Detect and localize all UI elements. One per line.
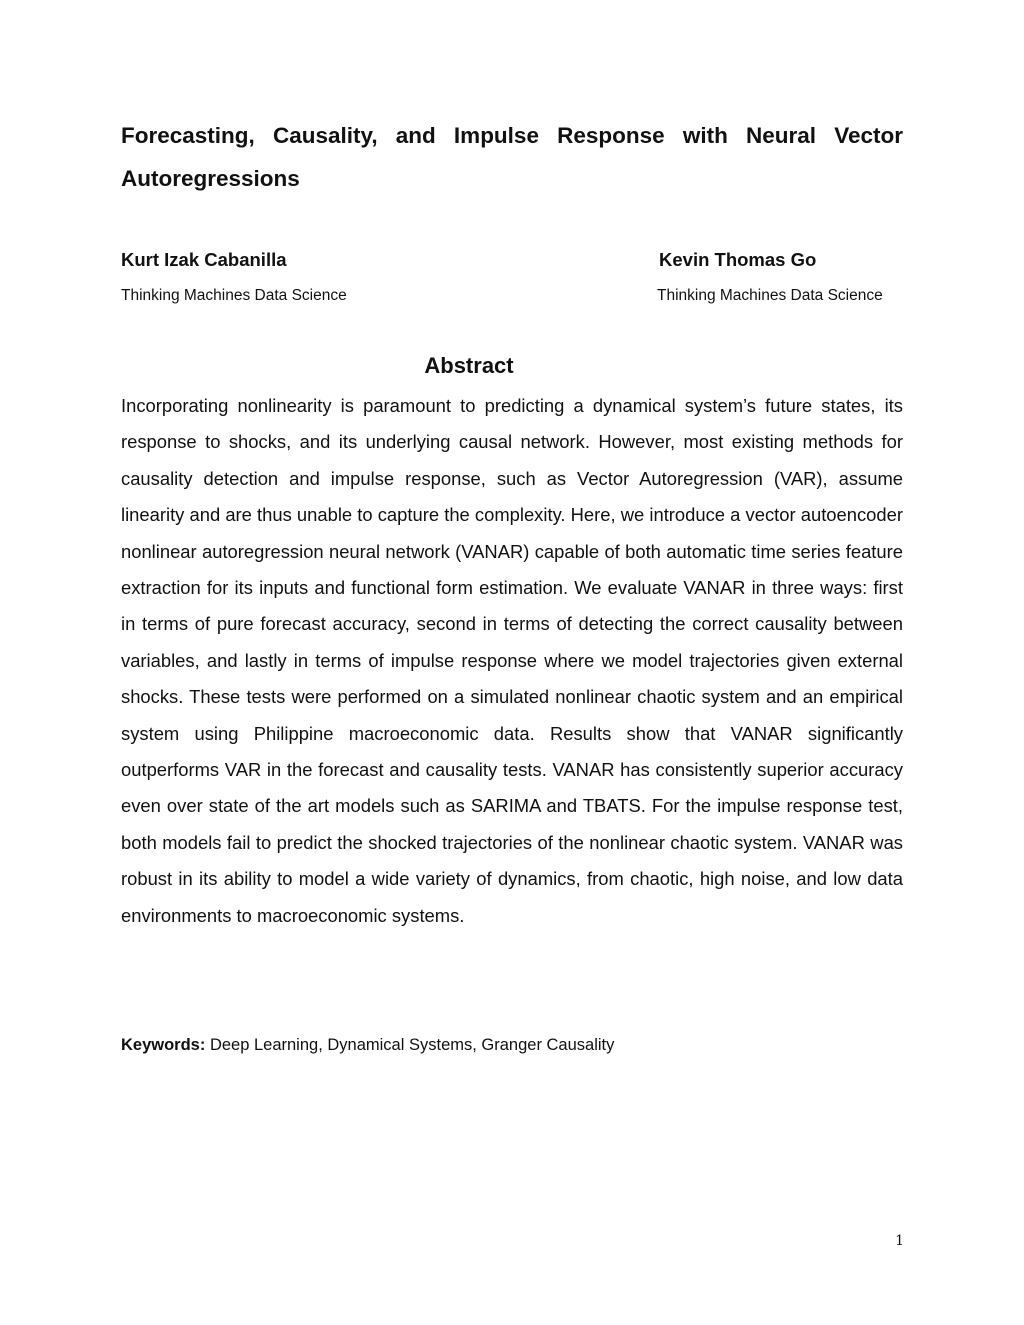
author-name-1: Kurt Izak Cabanilla [121,249,287,270]
keywords-line [121,1034,614,1056]
author-affiliation-1: Thinking Machines Data Science [121,287,347,304]
page-number: 1 [895,1233,904,1249]
keywords-label: Keywords: [121,1036,206,1054]
abstract-heading: Abstract [424,353,514,378]
abstract-body: Incorporating nonlinearity is paramount to predicting a dynamical system’s future states, its response to shocks, and its underlying causal network. However, most existing methods for causality detection and impulse response, such as Vector Autoregression (VAR), assume linearity and are thus unable to capture the complexity. Here, we introduce a vector autoencoder nonlinear autoregression neural network (VANAR) capable of both automatic time series feature extraction for its inputs and functional form estimation. We evaluate VANAR in three ways: first in terms of pure forecast accuracy, second in terms of detecting the correct causality between variables, and lastly in terms of impulse response where we model trajectories given external shocks. These tests were performed on a simulated nonlinear chaotic system and an empirical system using Philippine macroeconomic data. Results show that VANAR significantly outperforms VAR in the forecast and causality tests. VANAR has consistently superior accuracy even over state of the art models such as SARIMA and TBATS. For the impulse response test, both models fail to predict the shocked trajectories of the nonlinear chaotic system. VANAR was robust in its ability to model a wide variety of dynamics, from chaotic, high noise, and low data environments to macroeconomic systems. [121,395,903,926]
paper-title: Forecasting, Causality, and Impulse Response with Neural Vector Autoregressions [121,123,903,191]
author-affiliation-2: Thinking Machines Data Science [657,287,883,304]
keywords-list: Deep Learning, Dynamical Systems, Granger Causality [209,1036,615,1054]
author-name-2: Kevin Thomas Go [659,249,817,270]
